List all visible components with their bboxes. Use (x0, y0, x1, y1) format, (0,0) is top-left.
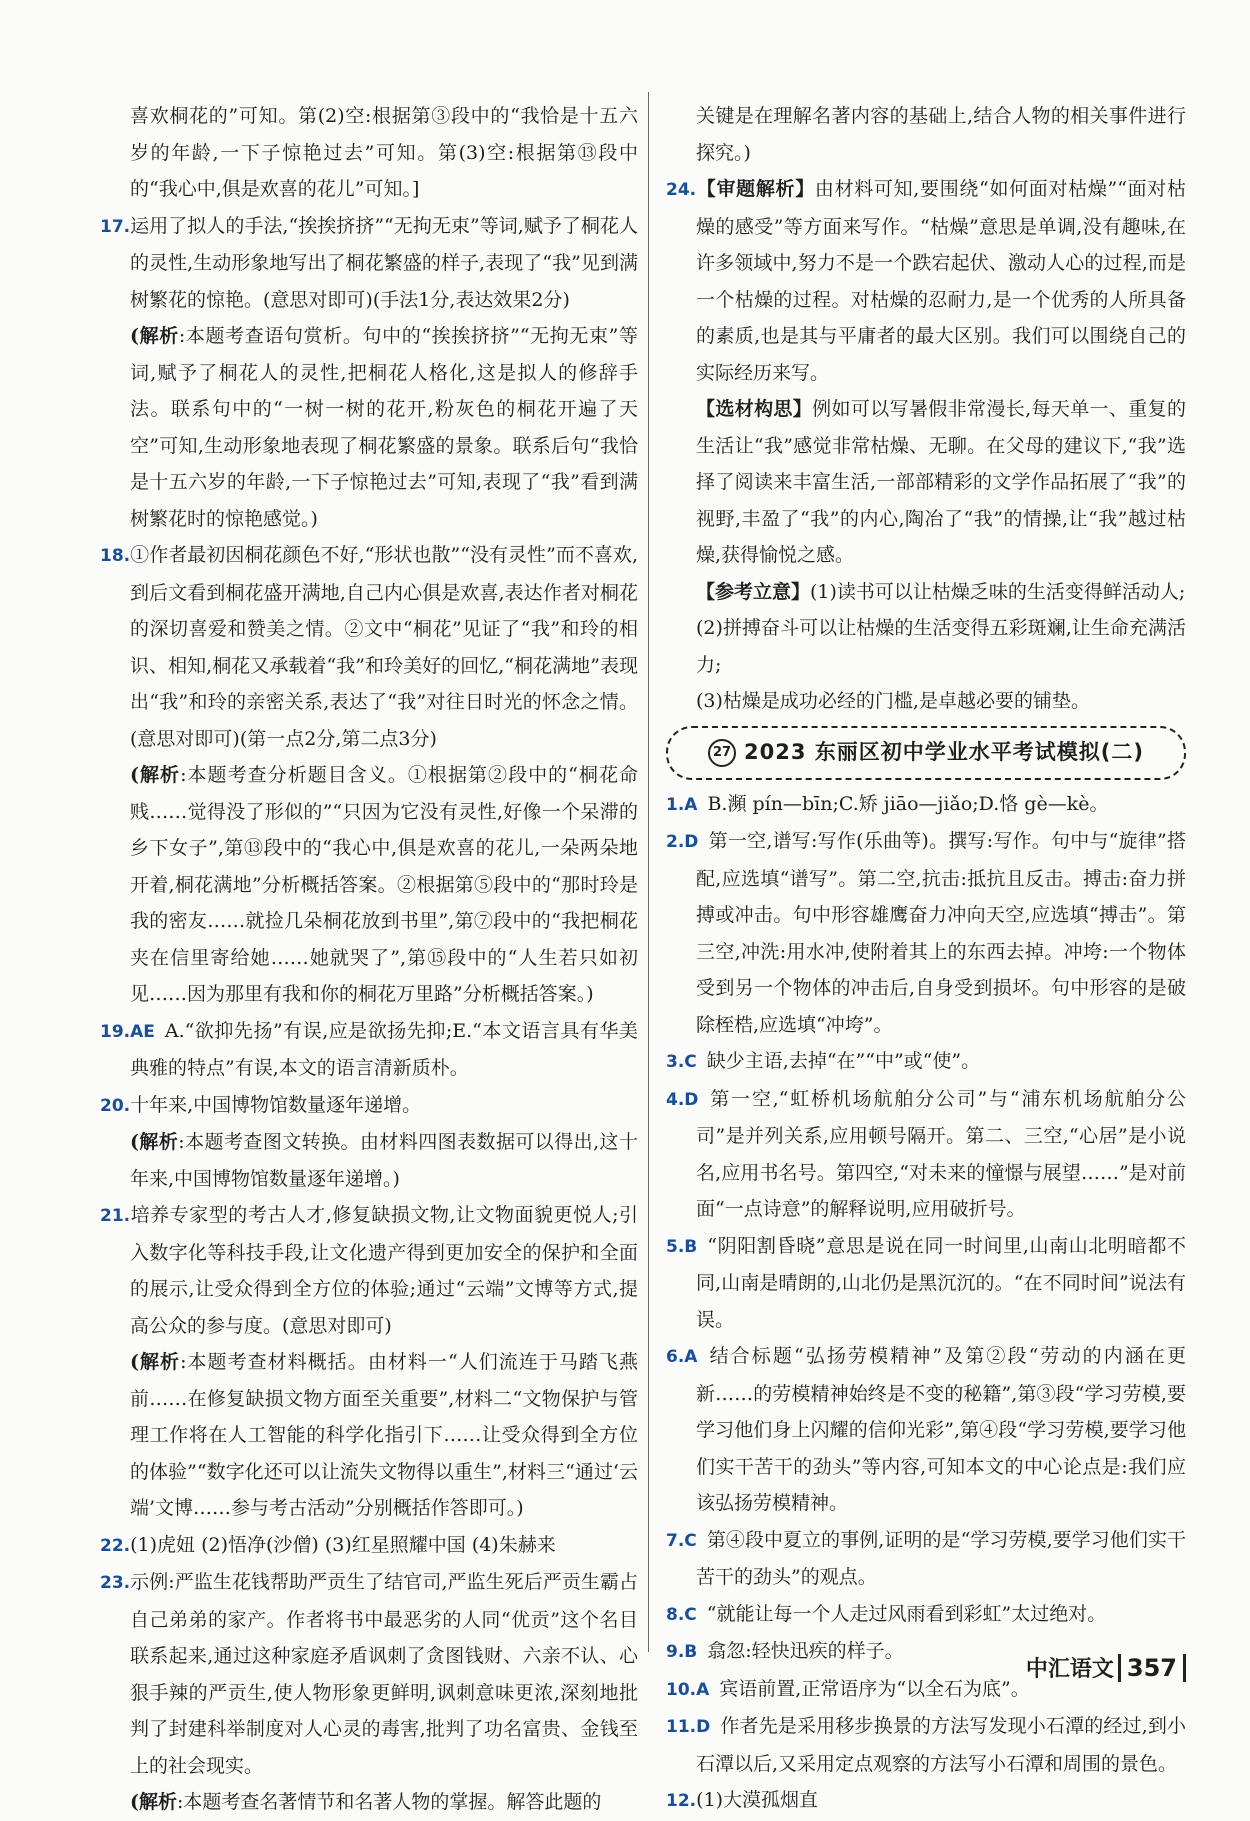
answer-paragraph (666, 1228, 1186, 1339)
answer-text: ①作者最初因桐花颜色不好,“形状也散”“没有灵性”而不喜欢,到后文看到桐花盛开满地,自己内心俱是欢喜,表达作者对桐花的深切喜爱和赞美之情。②文中“桐花”见证了“我”和玲的相识、相知,桐花又承载着“我”和玲美好的回忆,“桐花满地”表现出“我”和玲的亲密关系,表达了“我”对往日时光的怀念之情。(意思对即可)(第一点2分,第二点3分) (130, 544, 638, 750)
answer-paragraph (100, 1087, 638, 1125)
answer-text: 第④段中夏立的事例,证明的是“学习劳模,要学习他们实干苦干的劲头”的观点。 (696, 1528, 1186, 1588)
left-column (100, 98, 638, 1821)
question-number: 12. (666, 1791, 697, 1811)
answer-paragraph (666, 98, 1186, 171)
answer-text: 例如可以写暑假非常漫长,每天单一、重复的生活让“我”感觉非常枯燥、无聊。在父母的建议下,“我”选择了阅读来丰富生活,一部部精彩的文学作品拓展了“我”的视野,丰盈了“我”的内心,陶冶了“我”的情操,让“我”越过枯燥,获得愉悦之感。 (696, 398, 1186, 566)
answer-paragraph (100, 537, 638, 757)
question-number: 10. (666, 1679, 697, 1700)
question-number: 22. (100, 1535, 131, 1556)
answer-choice: D (684, 1089, 699, 1110)
section-title: 2023 东丽区初中学业水平考试模拟(二) (744, 740, 1144, 765)
answer-text: 缺少主语,去掉“在”“中”或“使”。 (706, 1050, 981, 1072)
section-number-circle: 27 (708, 739, 736, 767)
answer-text: (1)虎妞 (2)悟净(沙僧) (3)红星照耀中国 (4)朱赫来 (130, 1533, 556, 1556)
answer-text: 关键是在理解名著内容的基础上,结合人物的相关事件进行探究。) (696, 105, 1186, 164)
analysis-label: 【参考立意】 (696, 580, 811, 603)
analysis-label: (解析 (130, 325, 179, 347)
answer-text: 宾语前置,正常语序为“以全石为底”。 (719, 1677, 1030, 1700)
answer-choice: C (684, 1052, 697, 1072)
answer-choice: AE (130, 1021, 155, 1042)
answer-paragraph (666, 1708, 1186, 1782)
answer-text: (2)拼搏奋斗可以让枯燥的生活变得五彩斑斓,让生命充满活力; (696, 617, 1186, 676)
answer-paragraph (100, 1013, 638, 1087)
answer-paragraph (100, 1124, 638, 1197)
answer-text: :本题考查分析题目含义。①根据第②段中的“桐花命贱……觉得没了形似的”“只因为它没有灵性,好像一个呆滞的乡下女子”,第⑬段中的“我心中,俱是欢喜的花儿,一朵两朵地开着,桐花满地”分析概括答案。②根据第⑤段中的“那时玲是我的密友……就捡几朵桐花放到书里”,第⑦段中的“我把桐花夹在信里寄给她……她就哭了”,第⑮段中的“人生若只如初见……因为那里有我和你的桐花万里路”分析概括答案。) (130, 764, 638, 1005)
answer-paragraph (666, 1522, 1186, 1596)
question-number: 3. (666, 1052, 685, 1072)
answer-text: :本题考查材料概括。由材料一“人们流连于马踏飞燕前……在修复缺损文物方面至关重要”,材料二“文物保护与管理工作将在人工智能的科学化指引下……让受众得到全方位的体验”“数字化还可以让流失文物得以重生”,材料三“通过‘云端’文博……参与考古活动”分别概括作答即可。) (130, 1351, 638, 1519)
answer-text: :本题考查图文转换。由材料四图表数据可以得出,这十年来,中国博物馆数量逐年递增。) (130, 1131, 638, 1190)
answer-text: :本题考查语句赏析。句中的“挨挨挤挤”“无拘无束”等词,赋予了桐花人的灵性,把桐花人格化,这是拟人的修辞手法。联系句中的“一树一树的花开,粉灰色的桐花开遍了天空”可知,生动形象地表现了桐花繁盛的景象。联系后句“我恰是十五六岁的年龄,一下子惊艳过去”可知,表现了“我”看到满树繁花时的惊艳感觉。) (130, 325, 638, 530)
page-number: 357 (1118, 1654, 1186, 1682)
question-number: 4. (666, 1089, 685, 1110)
question-number: 6. (666, 1347, 685, 1367)
answer-paragraph (666, 1782, 1186, 1820)
answer-paragraph (666, 1596, 1186, 1634)
question-number: 5. (666, 1236, 685, 1257)
right-column (666, 98, 1186, 1820)
question-number: 11. (666, 1717, 697, 1737)
analysis-label: 【审题解析】 (696, 178, 815, 200)
answer-paragraph (666, 1081, 1186, 1228)
answer-choice: A (684, 1347, 698, 1367)
question-number: 1. (666, 794, 685, 815)
right-top-answers (666, 98, 1186, 720)
answer-choice: B (684, 1236, 698, 1257)
answer-choice: D (696, 1717, 711, 1737)
answer-paragraph (100, 1344, 638, 1527)
answer-paragraph (100, 1564, 638, 1784)
answer-paragraph (100, 318, 638, 537)
answer-paragraph (100, 1784, 638, 1821)
answer-paragraph (100, 1527, 638, 1565)
question-number: 18. (100, 546, 131, 566)
analysis-label: (解析 (130, 764, 181, 786)
answer-paragraph (666, 1043, 1186, 1081)
question-number: 9. (666, 1642, 685, 1662)
answer-paragraph (666, 823, 1186, 1043)
answer-paragraph (666, 1338, 1186, 1522)
analysis-label: (解析 (130, 1131, 179, 1153)
question-number: 24. (666, 180, 697, 200)
answer-paragraph (666, 610, 1186, 683)
answer-choice: D (684, 832, 699, 852)
page-footer (1026, 1652, 1186, 1683)
answer-text: “阴阳割昏晓”意思是说在同一时间里,山南山北明暗都不同,山南是晴朗的,山北仍是黑沉沉的。“在不同时间”说法有误。 (696, 1234, 1186, 1331)
question-number: 8. (666, 1604, 685, 1625)
column-divider (648, 92, 649, 1652)
answer-text: A.“欲抑先扬”有误,应是欲扬先抑;E.“本文语言具有华美典雅的特点”有误,本文的语言清新质朴。 (130, 1019, 638, 1079)
question-number: 17. (100, 216, 131, 237)
question-number: 2. (666, 832, 685, 852)
question-number: 20. (100, 1095, 131, 1116)
question-number: 7. (666, 1530, 685, 1551)
answer-paragraph (666, 171, 1186, 391)
answer-text: 第一空,谱写:写作(乐曲等)。撰写:写作。句中与“旋律”搭配,应选填“谱写”。第二空,抗击:抵抗且反击。搏击:奋力拼搏或冲击。句中形容雄鹰奋力冲向天空,应选填“搏击”。第三空,冲洗:用水冲,使附着其上的东西去掉。冲垮:一个物体受到另一个物体的冲击后,自身受到损坏。句中形容的是破除桎梏,应选填“冲垮”。 (696, 830, 1186, 1036)
answer-text: “就能让每一个人走过风雨看到彩虹”太过绝对。 (706, 1602, 1107, 1625)
answer-text: B.瀕 pín—bīn;C.矫 jiāo—jiǎo;D.恪 gè—kè。 (707, 792, 1109, 815)
question-number: 19. (100, 1021, 131, 1042)
answer-choice: B (684, 1642, 698, 1662)
answer-paragraph (100, 98, 638, 208)
analysis-label: (解析 (130, 1791, 177, 1813)
section-banner (666, 726, 1186, 780)
answer-text: 十年来,中国博物馆数量逐年递增。 (130, 1093, 422, 1116)
analysis-label: (解析 (130, 1351, 181, 1373)
answer-choice: A (684, 794, 698, 815)
answer-text: 结合标题“弘扬劳模精神”及第②段“劳动的内涵在更新……的劳模精神始终是不变的秘籍”,第③段“学习劳模,要学习他们身上闪耀的信仰光彩”,第④段“学习劳模,要学习他们实干苦干的劲头”等内容,可知本文的中心论点是:我们应该弘扬劳模精神。 (696, 1345, 1186, 1514)
answer-text: 运用了拟人的手法,“挨挨挤挤”“无拘无束”等词,赋予了桐花人的灵性,生动形象地写出了桐花繁盛的样子,表现了“我”见到满树繁花的惊艳。(意思对即可)(手法1分,表达效果2分) (130, 214, 638, 311)
answer-text: 由材料可知,要围绕“如何面对枯燥”“面对枯燥的感受”等方面来写作。“枯燥”意思是单调,没有趣味,在许多领域中,努力不是一个跌宕起伏、激动人心的过程,而是一个枯燥的过程。对枯燥的忍耐力,是一个优秀的人所具备的素质,也是其与平庸者的最大区别。我们可以围绕自己的实际经历来写。 (696, 178, 1186, 384)
question-number: 21. (100, 1206, 131, 1226)
answer-text: 翕忽:轻快迅疾的样子。 (707, 1640, 904, 1662)
answer-text: 作者先是采用移步换景的方法写发现小石潭的经过,到小石潭以后,又采用定点观察的方法写小石潭和周围的景色。 (696, 1715, 1186, 1775)
answer-paragraph (666, 574, 1186, 611)
question-number: 23. (100, 1573, 131, 1593)
answer-choice: C (684, 1604, 697, 1625)
answer-text: 第一空,“虹桥机场航舶分公司”与“浦东机场航舶分公司”是并列关系,应用顿号隔开。第二、三空,“心居”是小说名,应用书名号。第四空,“对未来的憧憬与展望……”是对前面“一点诗意”的解释说明,应用破折号。 (696, 1087, 1186, 1220)
answer-paragraph (666, 391, 1186, 574)
answer-text: 培养专家型的考古人才,修复缺损文物,让文物面貌更悦人;引入数字化等科技手段,让文化遗产得到更加安全的保护和全面的展示,让受众得到全方位的体验;通过“云端”文博等方式,提高公众的参与度。(意思对即可) (130, 1204, 638, 1337)
answer-paragraph (666, 786, 1186, 824)
answer-paragraph (100, 208, 638, 319)
subject-name: 中汇语文 (1025, 1657, 1114, 1682)
answer-text: (1)大漠孤烟直 (696, 1789, 819, 1811)
answer-text: (1)读书可以让枯燥乏味的生活变得鲜活动人; (810, 580, 1186, 603)
answer-text: (3)枯燥是成功必经的门槛,是卓越必要的铺垫。 (696, 690, 1090, 712)
answer-paragraph (666, 683, 1186, 720)
answer-choice: A (696, 1679, 710, 1700)
answer-paragraph (100, 757, 638, 1013)
answer-choice: C (684, 1530, 697, 1551)
analysis-label: 【选材构思】 (696, 398, 813, 420)
answer-paragraph (100, 1197, 638, 1344)
answer-text: :本题考查名著情节和名著人物的掌握。解答此题的 (177, 1791, 602, 1813)
answer-text: 示例:严监生花钱帮助严贡生了结官司,严监生死后严贡生霸占自己弟弟的家产。作者将书中最恶劣的人同“优贡”这个名目联系起来,通过这种家庭矛盾讽刺了贪图钱财、六亲不认、心狠手辣的严贡生,使人物形象更鲜明,讽刺意味更浓,深刻地批判了封建科举制度对人心灵的毒害,批判了功名富贵、金钱至上的社会现实。 (130, 1571, 638, 1777)
answer-text: 喜欢桐花的”可知。第(2)空:根据第③段中的“我恰是十五六岁的年龄,一下子惊艳过去”可知。第(3)空:根据第⑬段中的“我心中,俱是欢喜的花儿”可知。] (130, 105, 638, 200)
